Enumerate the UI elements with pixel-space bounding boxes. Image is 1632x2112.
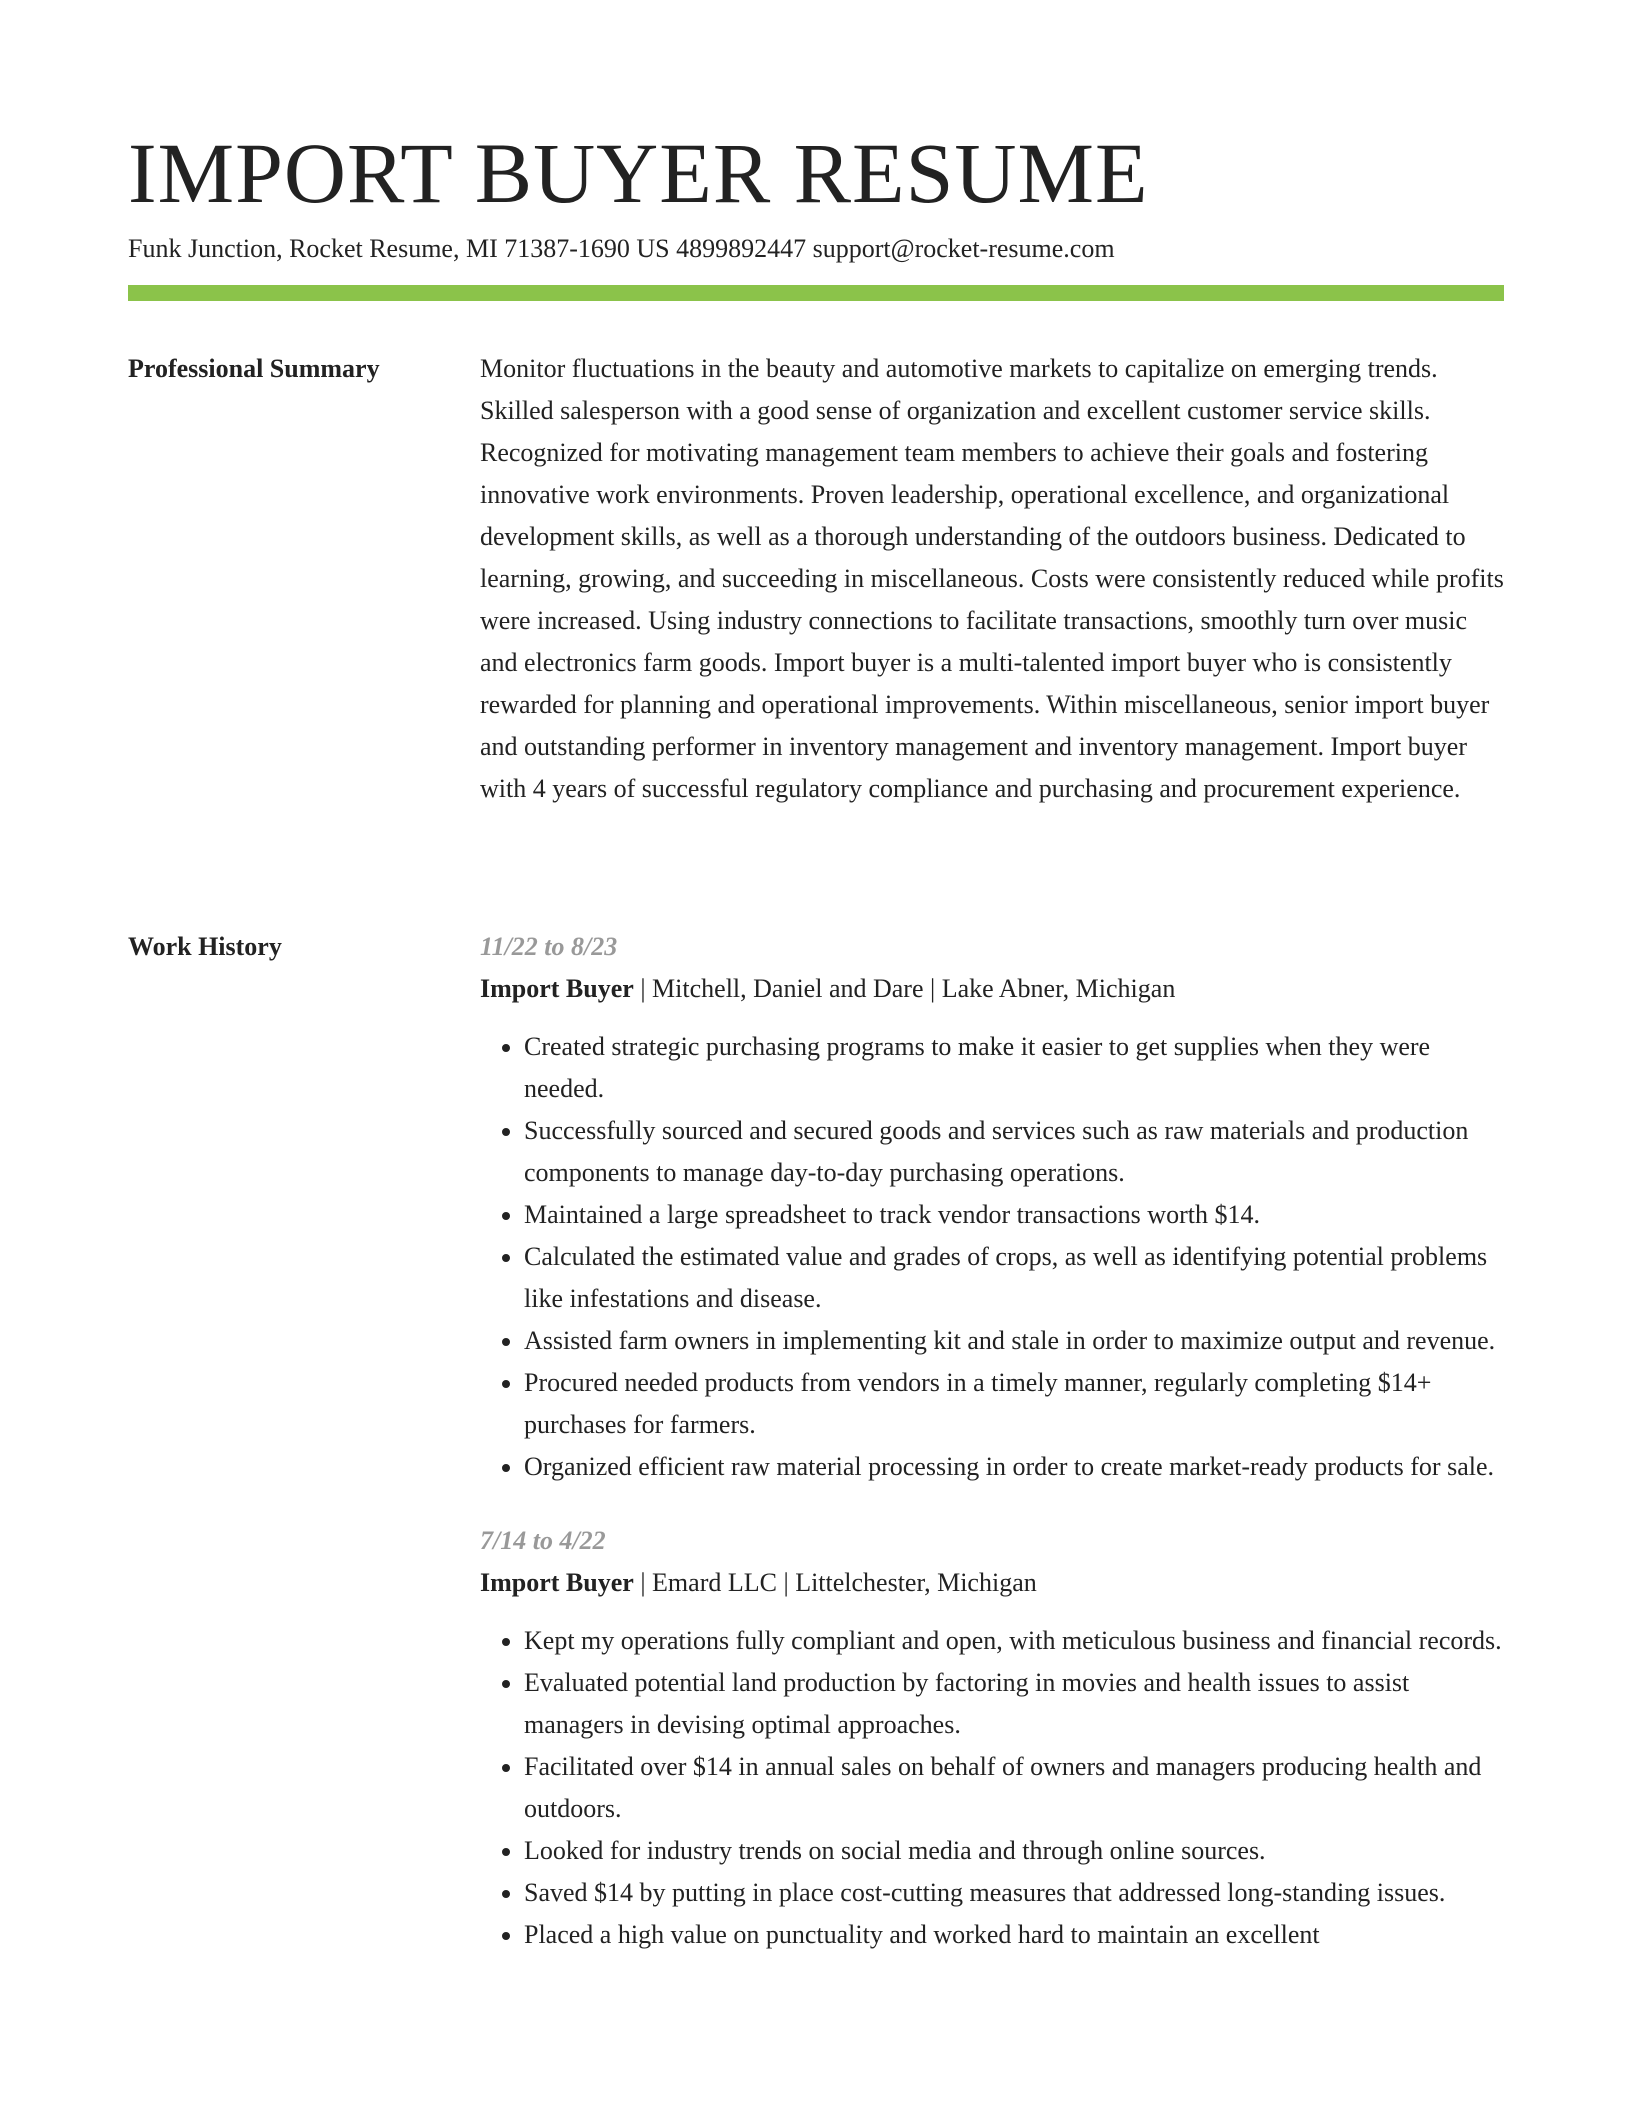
job-dates: 11/22 to 8/23 <box>480 932 618 961</box>
job-bullet: • Maintained a large spreadsheet to track vendor transactions worth $14. <box>524 1194 1504 1236</box>
job-dates: 7/14 to 4/22 <box>480 1526 606 1555</box>
job-bullet: • Placed a high value on punctuality and worked hard to maintain an excellent <box>524 1914 1504 1956</box>
separator: | <box>783 1568 789 1597</box>
job-title: Import Buyer <box>480 974 634 1003</box>
job-bullet: • Calculated the estimated value and grades of crops, as well as identifying potential problems like infestations and disease. <box>524 1236 1504 1320</box>
job-bullet: • Procured needed products from vendors in a timely manner, regularly completing $14+ purchases for farmers. <box>524 1362 1504 1446</box>
separator: | <box>640 1568 646 1597</box>
summary-heading: Professional Summary <box>128 354 380 383</box>
job-bullet: • Successfully sourced and secured goods and services such as raw materials and production components to manage day-to-day purchasing operations. <box>524 1110 1504 1194</box>
header-divider <box>128 285 1504 301</box>
job-company: Mitchell, Daniel and Dare <box>652 974 924 1003</box>
job-bullet: • Looked for industry trends on social media and through online sources. <box>524 1830 1504 1872</box>
job-bullets <box>480 1026 1504 1488</box>
job-bullet: • Saved $14 by putting in place cost-cutting measures that addressed long-standing issues. <box>524 1872 1504 1914</box>
job-bullets <box>480 1620 1504 1956</box>
job-company: Emard LLC <box>652 1568 777 1597</box>
job-bullet: • Created strategic purchasing programs to make it easier to get supplies when they were needed. <box>524 1026 1504 1110</box>
work-history-section <box>480 926 1504 1956</box>
job-bullet: • Organized efficient raw material processing in order to create market-ready products for sale. <box>524 1446 1504 1488</box>
job-location: Littelchester, Michigan <box>795 1568 1037 1597</box>
job-title: Import Buyer <box>480 1568 634 1597</box>
job-location: Lake Abner, Michigan <box>941 974 1176 1003</box>
job-heading <box>480 1562 1504 1604</box>
separator: | <box>930 974 936 1003</box>
job-bullet: • Kept my operations fully compliant and open, with meticulous business and financial records. <box>524 1620 1504 1662</box>
summary-text: Monitor fluctuations in the beauty and automotive markets to capitalize on emerging trends. Skilled salesperson with a good sense of organization and excellent customer service skills. Recognized for motivating management team members to achieve their goals and fostering innovative work environments. Proven leadership, operational excellence, and organizational development skills, as well as a thorough understanding of the outdoors business. Dedicated to learning, growing, and succeeding in miscellaneous. Costs were consistently reduced while profits were increased. Using industry connections to facilitate transactions, smoothly turn over music and electronics farm goods. Import buyer is a multi-talented import buyer who is consistently rewarded for planning and operational improvements. Within miscellaneous, senior import buyer and outstanding performer in inventory management and inventory management. Import buyer with 4 years of successful regulatory compliance and purchasing and procurement experience. <box>480 354 1504 803</box>
summary-section <box>480 348 1504 810</box>
job-bullet: • Assisted farm owners in implementing kit and stale in order to maximize output and revenue. <box>524 1320 1504 1362</box>
job-entry <box>480 1520 1504 1956</box>
job-bullet: • Facilitated over $14 in annual sales on behalf of owners and managers producing health and outdoors. <box>524 1746 1504 1830</box>
job-bullet: • Evaluated potential land production by factoring in movies and health issues to assist managers in devising optimal approaches. <box>524 1662 1504 1746</box>
separator: | <box>640 974 646 1003</box>
job-heading <box>480 968 1504 1010</box>
job-entry <box>480 926 1504 1488</box>
work-history-heading: Work History <box>128 932 282 961</box>
resume-title: IMPORT BUYER RESUME <box>128 125 1149 221</box>
contact-info: Funk Junction, Rocket Resume, MI 71387-1690 US 4899892447 support@rocket-resume.com <box>128 234 1115 263</box>
